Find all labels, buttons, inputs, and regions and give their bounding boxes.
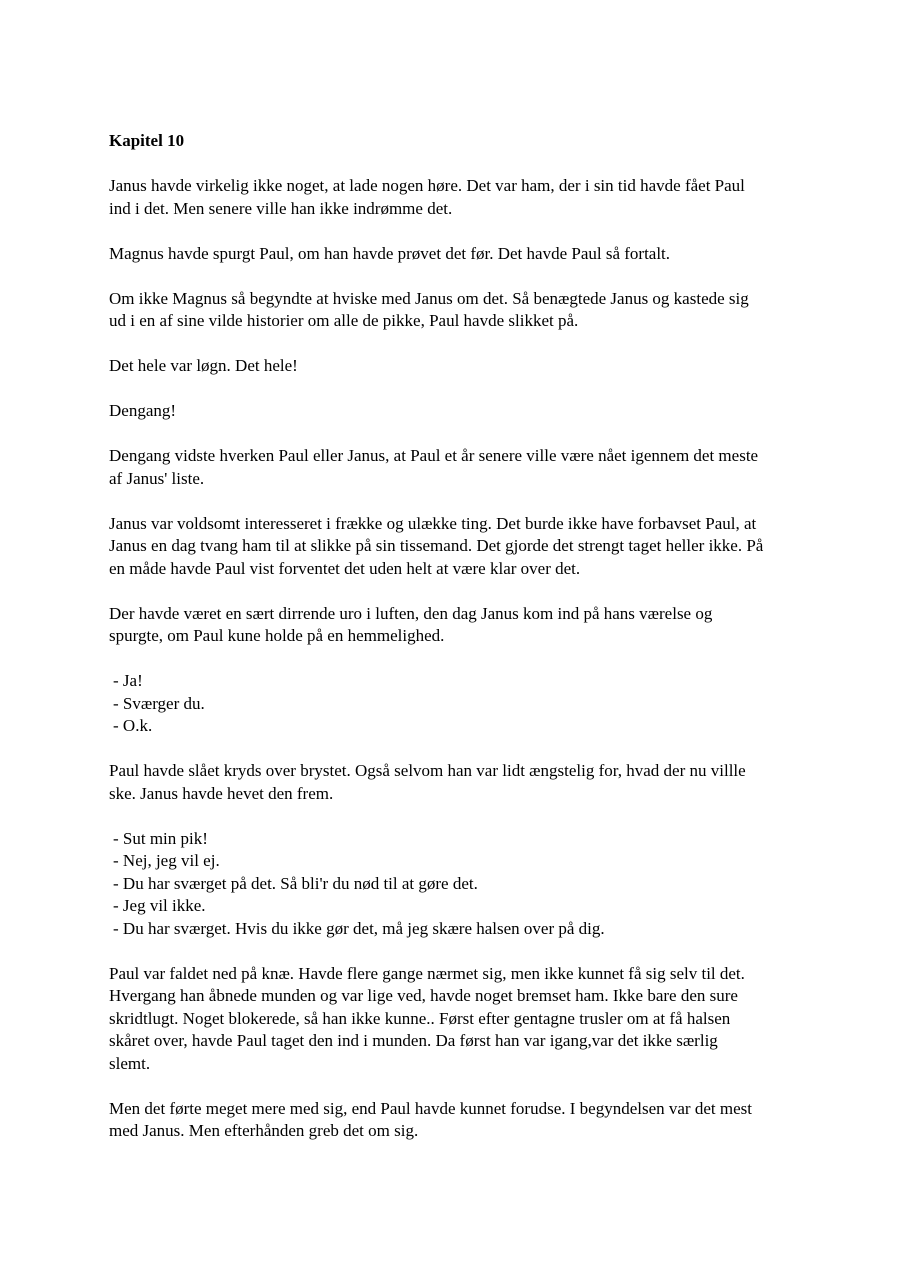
dialogue-line: - Du har sværget på det. Så bli'r du nød til at gøre det.	[113, 873, 478, 893]
paragraph: Magnus havde spurgt Paul, om han havde prøvet det før. Det havde Paul så fortalt.	[109, 243, 671, 263]
dialogue-line: - Ja!	[113, 671, 143, 690]
paragraph: Janus havde virkelig ikke noget, at lade nogen høre. Det var ham, der i sin tid havde fået Paul ind i det. Men senere ville han ikke indrømme det.	[109, 176, 745, 218]
dialogue-block	[109, 670, 809, 738]
chapter-title: Kapitel 10	[109, 131, 185, 150]
paragraph: Men det førte meget mere med sig, end Paul havde kunnet forudse. I begyndelsen var det mest med Janus. Men efterhånden greb det om sig.	[109, 1098, 752, 1140]
paragraph: Om ikke Magnus så begyndte at hviske med Janus om det. Så benægtede Janus og kastede sig ud i en af sine vilde historier om alle de pikke, Paul havde slikket på.	[109, 288, 749, 330]
dialogue-block	[109, 828, 809, 941]
dialogue-line: - Sut min pik!	[113, 828, 208, 848]
paragraph: Dengang vidste hverken Paul eller Janus, at Paul et år senere ville være nået igennem det meste af Janus' liste.	[109, 446, 759, 488]
dialogue-line: - Jeg vil ikke.	[113, 896, 206, 915]
paragraph: Der havde været en sært dirrende uro i luften, den dag Janus kom ind på hans værelse og spurgte, om Paul kune holde på en hemmelighed.	[109, 603, 713, 645]
paragraph: Det hele var løgn. Det hele!	[109, 356, 298, 375]
dialogue-line: - Sværger du.	[113, 693, 205, 713]
dialogue-line: - O.k.	[113, 716, 153, 735]
dialogue-line: - Nej, jeg vil ej.	[113, 851, 220, 870]
document-page	[109, 130, 809, 1165]
paragraph: Janus var voldsomt interesseret i frække og ulække ting. Det burde ikke have forbavset Paul, at Janus en dag tvang ham til at slikke på sin tissemand. Det gjorde det strengt taget heller ikke. På en måde havde Paul vist forventet det uden helt at være klar over det.	[109, 513, 764, 578]
dialogue-line: - Du har sværget. Hvis du ikke gør det, må jeg skære halsen over på dig.	[113, 918, 605, 938]
paragraph: Dengang!	[109, 401, 177, 420]
paragraph: Paul havde slået kryds over brystet. Også selvom han var lidt ængstelig for, hvad der nu villle ske. Janus havde hevet den frem.	[109, 761, 746, 803]
paragraph: Paul var faldet ned på knæ. Havde flere gange nærmet sig, men ikke kunnet få sig selv til det. Hvergang han åbnede munden og var lige ved, havde noget bremset ham. Ikke bare den sure skridtlugt. Noget blokerede, så han ikke kunne.. Først efter gentagne trusler om at få halsen skåret over, havde Paul taget den ind i munden. Da først han var igang,var det ikke særlig slemt.	[109, 963, 745, 1073]
